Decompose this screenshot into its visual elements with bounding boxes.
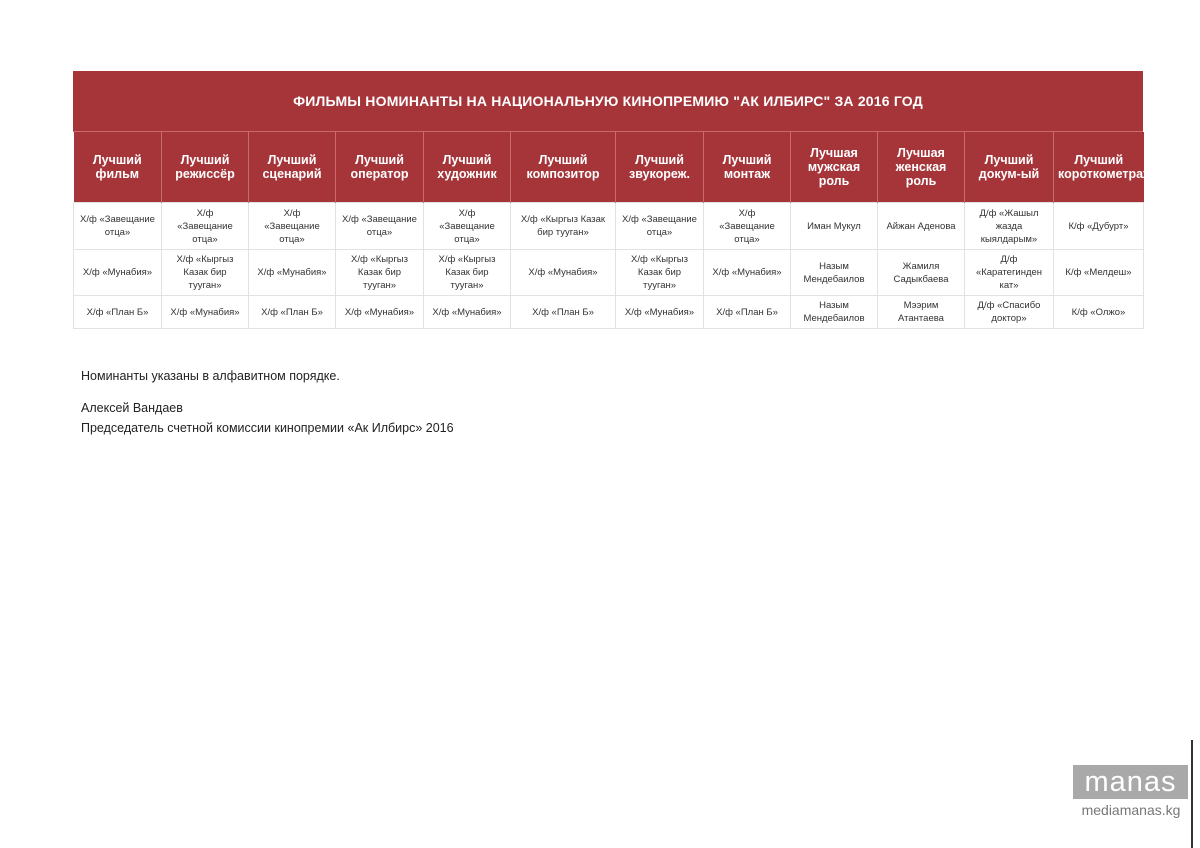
column-header-best-composer: Лучший композитор	[511, 132, 616, 203]
table-cell: Х/ф «Кыргыз Казак бир тууган»	[616, 250, 704, 296]
table-cell: Х/ф «Мунабия»	[616, 296, 704, 329]
alphabetical-note: Номинанты указаны в алфавитном порядке.	[81, 369, 340, 383]
table-title: ФИЛЬМЫ НОМИНАНТЫ НА НАЦИОНАЛЬНУЮ КИНОПРЕМИЮ "АК ИЛБИРС" ЗА 2016 ГОД	[73, 71, 1143, 132]
table-cell: Х/ф «План Б»	[74, 296, 162, 329]
table-cell: Айжан Аденова	[878, 203, 965, 250]
table-cell: Х/ф «Завещание отца»	[616, 203, 704, 250]
table-cell: Жамиля Садыкбаева	[878, 250, 965, 296]
table-cell: Д/ф «Каратегинден кат»	[965, 250, 1054, 296]
table-cell: Х/ф «Кыргыз Казак бир тууган»	[424, 250, 511, 296]
site-watermark: mediamanas.kg	[1081, 802, 1181, 818]
column-header-best-actress: Лучшая женская роль	[878, 132, 965, 203]
column-header-best-sound: Лучший звукореж.	[616, 132, 704, 203]
table-cell: Х/ф «План Б»	[511, 296, 616, 329]
table-cell: К/ф «Мелдеш»	[1054, 250, 1144, 296]
table-cell: Х/ф «Кыргыз Казак бир тууган»	[162, 250, 249, 296]
manas-logo: manas	[1073, 765, 1188, 799]
table-row	[74, 203, 1144, 250]
column-header-best-editing: Лучший монтаж	[704, 132, 791, 203]
table-cell: Х/ф «План Б»	[249, 296, 336, 329]
table-cell: Иман Мукул	[791, 203, 878, 250]
column-header-best-cinematographer: Лучший оператор	[336, 132, 424, 203]
signer-name: Алексей Вандаев	[81, 401, 183, 415]
table-cell: К/ф «Олжо»	[1054, 296, 1144, 329]
table-cell: Х/ф «Кыргыз Казак бир тууган»	[511, 203, 616, 250]
table-cell: К/ф «Дубурт»	[1054, 203, 1144, 250]
table-cell: Мээрим Атантаева	[878, 296, 965, 329]
table-cell: Д/ф «Спасибо доктор»	[965, 296, 1054, 329]
table-cell: Х/ф «Завещание отца»	[336, 203, 424, 250]
column-header-best-screenplay: Лучший сценарий	[249, 132, 336, 203]
nominees-sheet	[73, 71, 1178, 329]
edge-divider	[1191, 740, 1193, 848]
table-row	[74, 296, 1144, 329]
column-header-best-film: Лучший фильм	[74, 132, 162, 203]
table-cell: Х/ф «Мунабия»	[336, 296, 424, 329]
column-header-best-director: Лучший режиссёр	[162, 132, 249, 203]
column-header-best-art-director: Лучший художник	[424, 132, 511, 203]
table-cell: Х/ф «План Б»	[704, 296, 791, 329]
table-cell: Х/ф «Мунабия»	[704, 250, 791, 296]
column-header-best-documentary: Лучший докум-ый	[965, 132, 1054, 203]
column-header-best-short: Лучший короткометражный	[1054, 132, 1144, 203]
table-cell: Х/ф «Завещание отца»	[74, 203, 162, 250]
table-cell: Х/ф «Завещание отца»	[704, 203, 791, 250]
notes-block	[81, 366, 454, 438]
table-cell: Д/ф «Жашыл жазда кыялдарым»	[965, 203, 1054, 250]
header-row	[74, 132, 1144, 203]
table-cell: Х/ф «Завещание отца»	[249, 203, 336, 250]
table-cell: Назым Мендебаилов	[791, 296, 878, 329]
table-cell: Х/ф «Кыргыз Казак бир тууган»	[336, 250, 424, 296]
table-cell: Назым Мендебаилов	[791, 250, 878, 296]
table-cell: Х/ф «Мунабия»	[249, 250, 336, 296]
table-cell: Х/ф «Мунабия»	[424, 296, 511, 329]
table-cell: Х/ф «Мунабия»	[74, 250, 162, 296]
table-cell: Х/ф «Завещание отца»	[162, 203, 249, 250]
table-cell: Х/ф «Завещание отца»	[424, 203, 511, 250]
signer-title: Председатель счетной комиссии кинопремии «Ак Илбирс» 2016	[81, 421, 454, 435]
column-header-best-actor: Лучшая мужская роль	[791, 132, 878, 203]
nominees-table	[73, 132, 1178, 329]
table-cell: Х/ф «Мунабия»	[511, 250, 616, 296]
table-cell: Х/ф «Мунабия»	[162, 296, 249, 329]
table-row	[74, 250, 1144, 296]
